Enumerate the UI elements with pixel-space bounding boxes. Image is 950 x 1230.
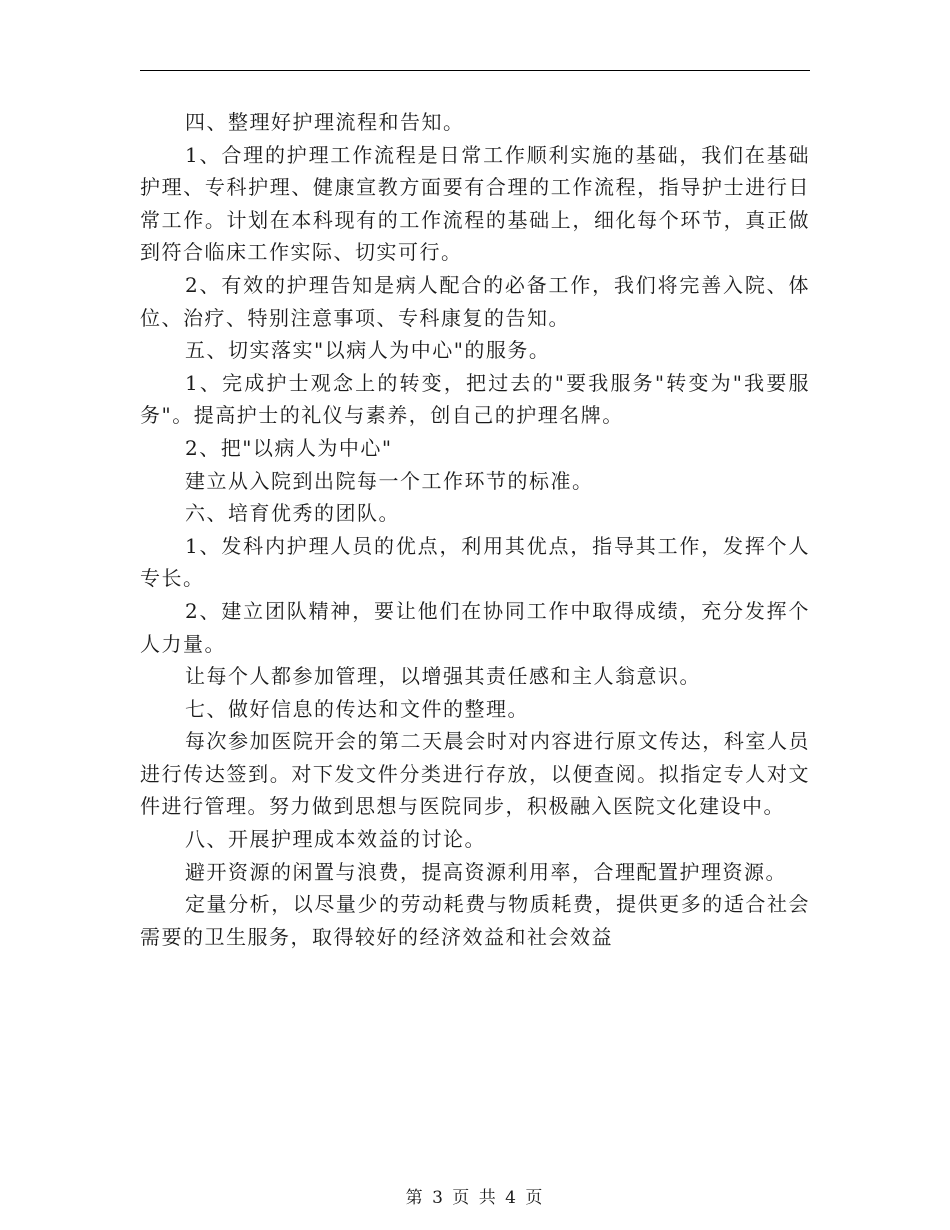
paragraph: 1、合理的护理工作流程是日常工作顺利实施的基础，我们在基础护理、专科护理、健康宣教方面要有合理的工作流程，指导护士进行日常工作。计划在本科现有的工作流程的基础上，细化每个环节，真正做到符合临床工作实际、切实可行。 [140, 142, 810, 265]
document-body [140, 106, 810, 953]
paragraph: 定量分析，以尽量少的劳动耗费与物质耗费，提供更多的适合社会需要的卫生服务，取得较好的经济效益和社会效益 [140, 892, 810, 949]
section-heading-5: 五、切实落实"以病人为中心"的服务。 [185, 338, 551, 363]
page-number: 第 3 页 共 4 页 [405, 1188, 545, 1208]
paragraph: 每次参加医院开会的第二天晨会时对内容进行原文传达，科室人员进行传达签到。对下发文件分类进行存放，以便查阅。拟指定专人对文件进行管理。努力做到思想与医院同步，积极融入医院文化建设中。 [140, 729, 810, 819]
paragraph: 让每个人都参加管理，以增强其责任感和主人翁意识。 [185, 664, 701, 689]
paragraph: 2、有效的护理告知是病人配合的必备工作，我们将完善入院、体位、治疗、特别注意事项、专科康复的告知。 [140, 272, 810, 330]
paragraph: 2、把"以病人为中心" [185, 435, 393, 460]
section-heading-4: 四、整理好护理流程和告知。 [185, 110, 465, 134]
section-heading-8: 八、开展护理成本效益的讨论。 [185, 827, 486, 852]
paragraph: 1、发科内护理人员的优点，利用其优点，指导其工作，发挥个人专长。 [140, 533, 810, 591]
paragraph: 2、建立团队精神，要让他们在协同工作中取得成绩，充分发挥个人力量。 [140, 598, 810, 656]
paragraph: 避开资源的闲置与浪费，提高资源利用率，合理配置护理资源。 [185, 859, 787, 884]
paragraph: 1、完成护士观念上的转变，把过去的"要我服务"转变为"我要服务"。提高护士的礼仪与素养，创自己的护理名牌。 [140, 370, 810, 428]
header-rule [140, 70, 810, 71]
section-heading-6: 六、培育优秀的团队。 [185, 501, 400, 526]
page-footer [0, 1183, 950, 1208]
paragraph: 建立从入院到出院每一个工作环节的标准。 [185, 468, 594, 493]
section-heading-7: 七、做好信息的传达和文件的整理。 [185, 696, 529, 721]
